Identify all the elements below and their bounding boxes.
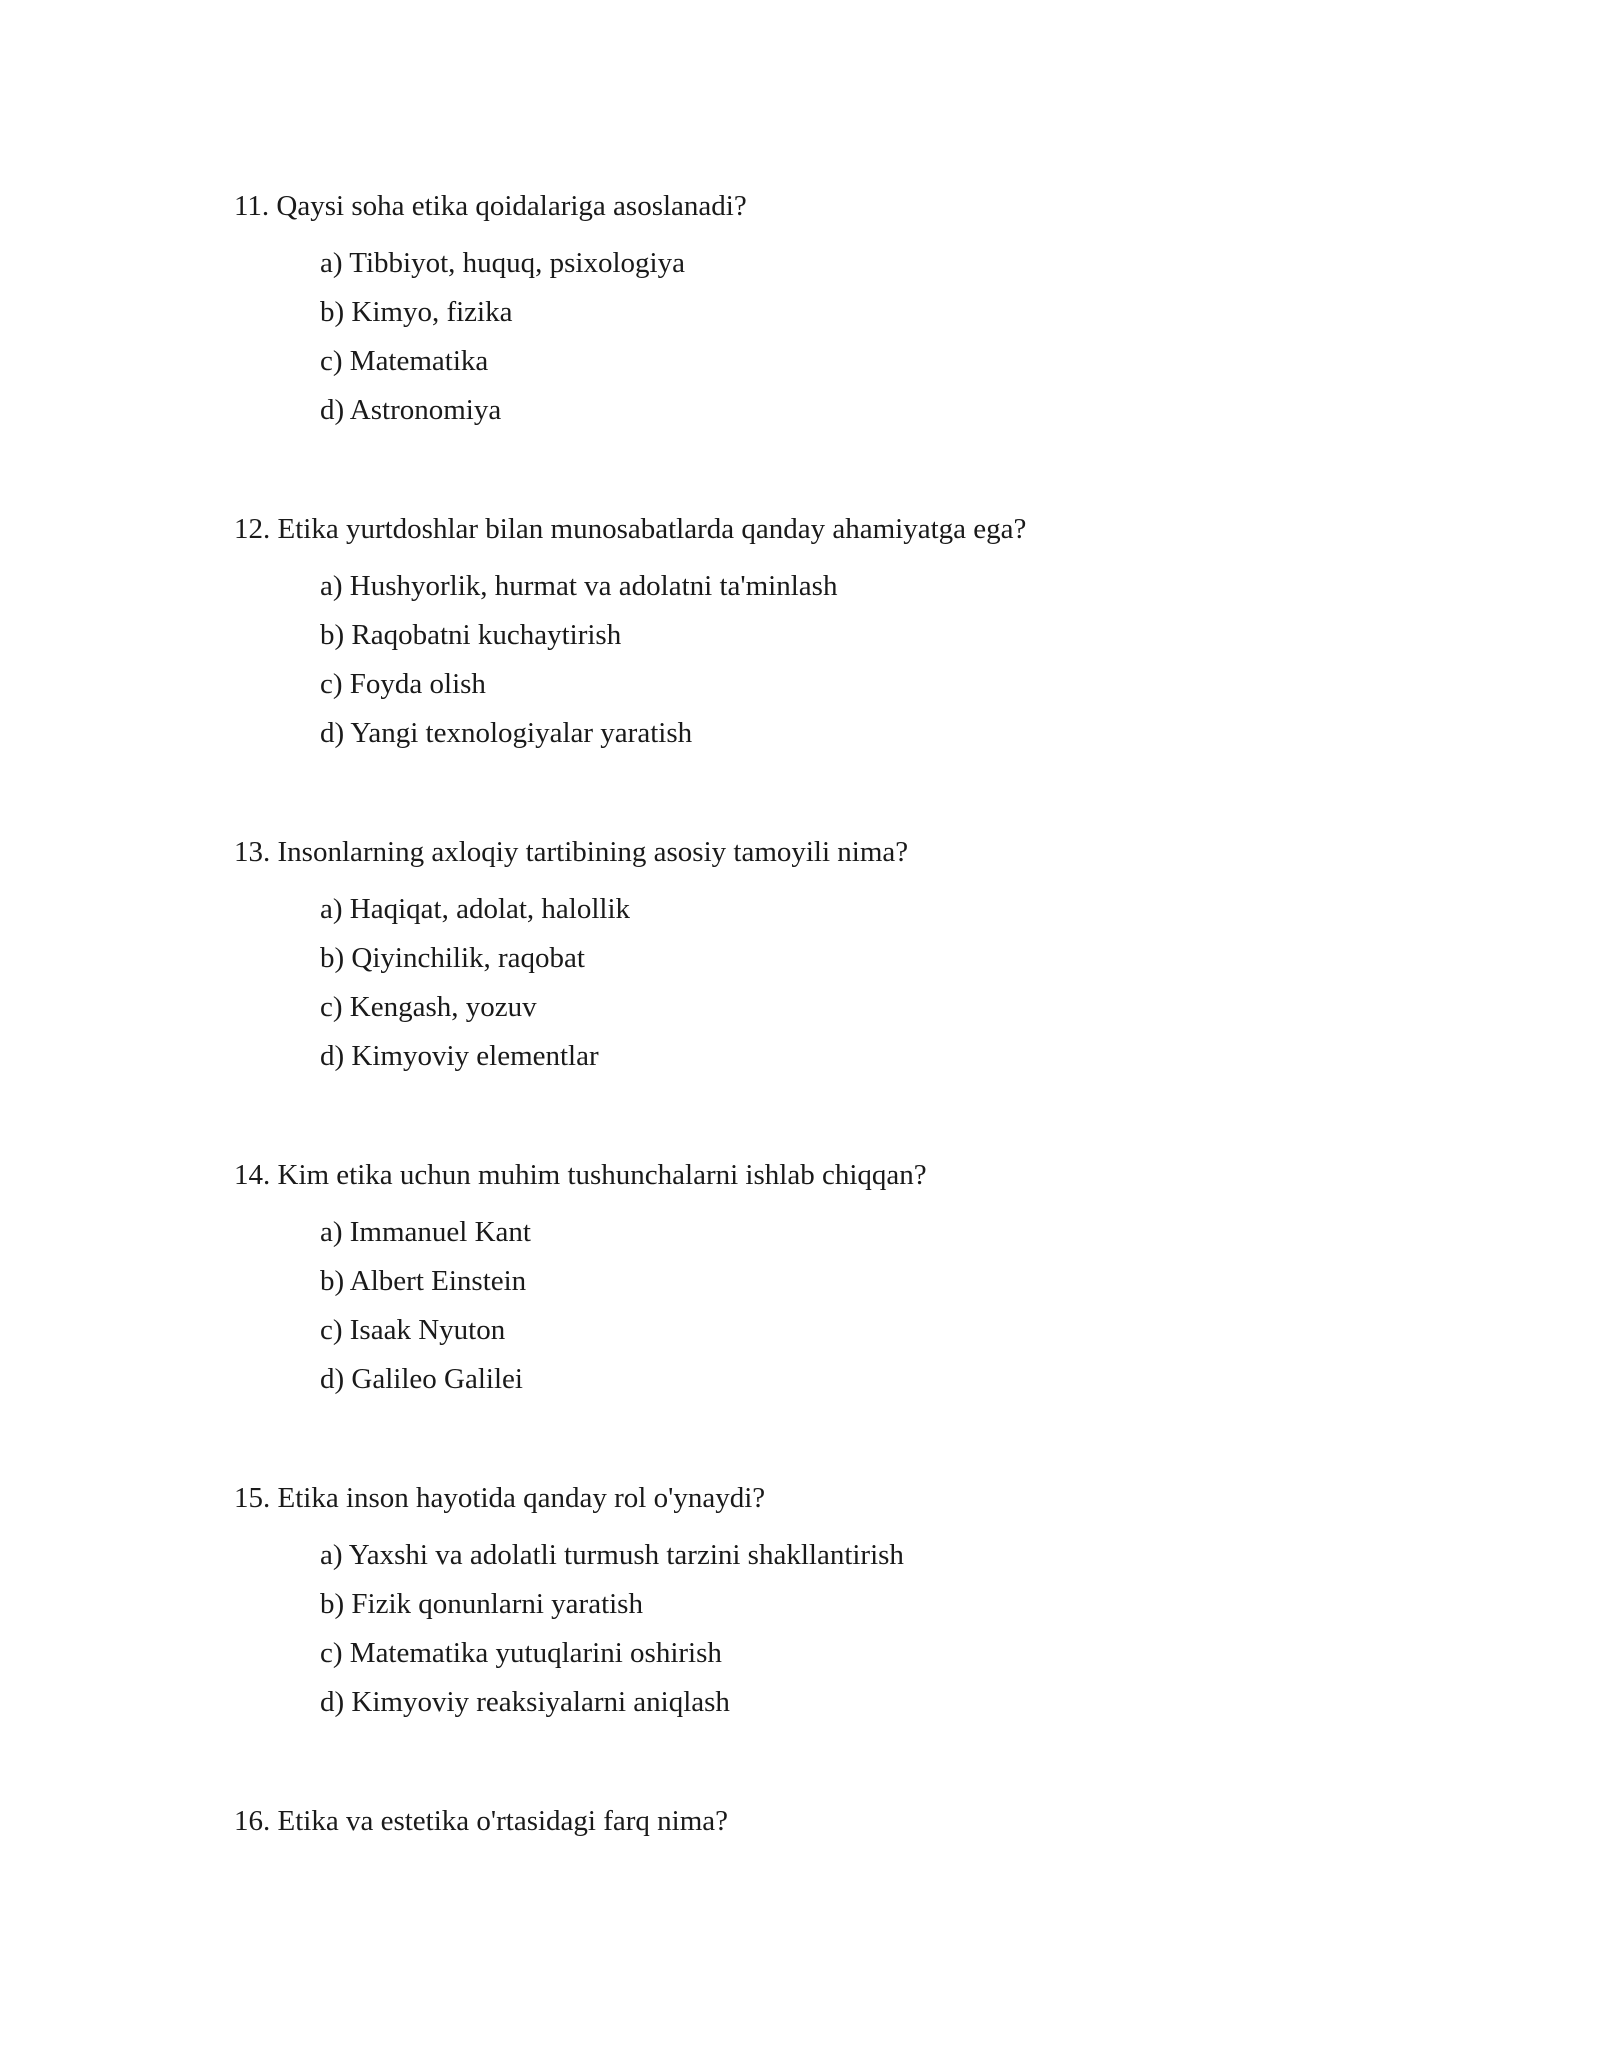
answer-option: c) Matematika (320, 345, 489, 377)
answer-option: a) Immanuel Kant (320, 1216, 531, 1248)
answer-option: a) Yaxshi va adolatli turmush tarzini shakllantirish (320, 1539, 904, 1571)
answer-option: d) Astronomiya (320, 394, 502, 426)
answer-option: a) Hushyorlik, hurmat va adolatni ta'minlash (320, 570, 838, 602)
answer-options (234, 569, 1434, 750)
question-text: 13. Insonlarning axloqiy tartibining asosiy tamoyili nima? (234, 836, 909, 868)
answer-option: d) Kimyoviy elementlar (320, 1040, 599, 1072)
question-text: 14. Kim etika uchun muhim tushunchalarni ishlab chiqqan? (234, 1159, 927, 1191)
answer-option: c) Isaak Nyuton (320, 1314, 506, 1346)
question-12 (234, 512, 1434, 765)
answer-options (234, 1538, 1434, 1719)
answer-option: d) Galileo Galilei (320, 1363, 523, 1395)
question-11 (234, 189, 1434, 442)
answer-option: b) Qiyinchilik, raqobat (320, 942, 585, 974)
answer-option: d) Kimyoviy reaksiyalarni aniqlash (320, 1686, 730, 1718)
answer-option: b) Albert Einstein (320, 1265, 527, 1297)
answer-options (234, 1215, 1434, 1396)
answer-options (234, 246, 1434, 427)
answer-option: b) Raqobatni kuchaytirish (320, 619, 622, 651)
answer-option: b) Fizik qonunlarni yaratish (320, 1588, 643, 1620)
answer-option: a) Tibbiyot, huquq, psixologiya (320, 247, 685, 279)
question-16 (234, 1804, 1434, 1838)
question-14 (234, 1158, 1434, 1411)
answer-options (234, 892, 1434, 1073)
answer-option: d) Yangi texnologiyalar yaratish (320, 717, 693, 749)
question-15 (234, 1481, 1434, 1734)
question-text: 16. Etika va estetika o'rtasidagi farq nima? (234, 1805, 729, 1837)
question-text: 11. Qaysi soha etika qoidalariga asoslanadi? (234, 190, 747, 222)
answer-option: c) Matematika yutuqlarini oshirish (320, 1637, 722, 1669)
question-text: 15. Etika inson hayotida qanday rol o'ynaydi? (234, 1482, 766, 1514)
question-text: 12. Etika yurtdoshlar bilan munosabatlarda qanday ahamiyatga ega? (234, 513, 1027, 545)
question-13 (234, 835, 1434, 1088)
answer-option: a) Haqiqat, adolat, halollik (320, 893, 631, 925)
answer-option: c) Kengash, yozuv (320, 991, 537, 1023)
answer-option: b) Kimyo, fizika (320, 296, 513, 328)
answer-option: c) Foyda olish (320, 668, 486, 700)
